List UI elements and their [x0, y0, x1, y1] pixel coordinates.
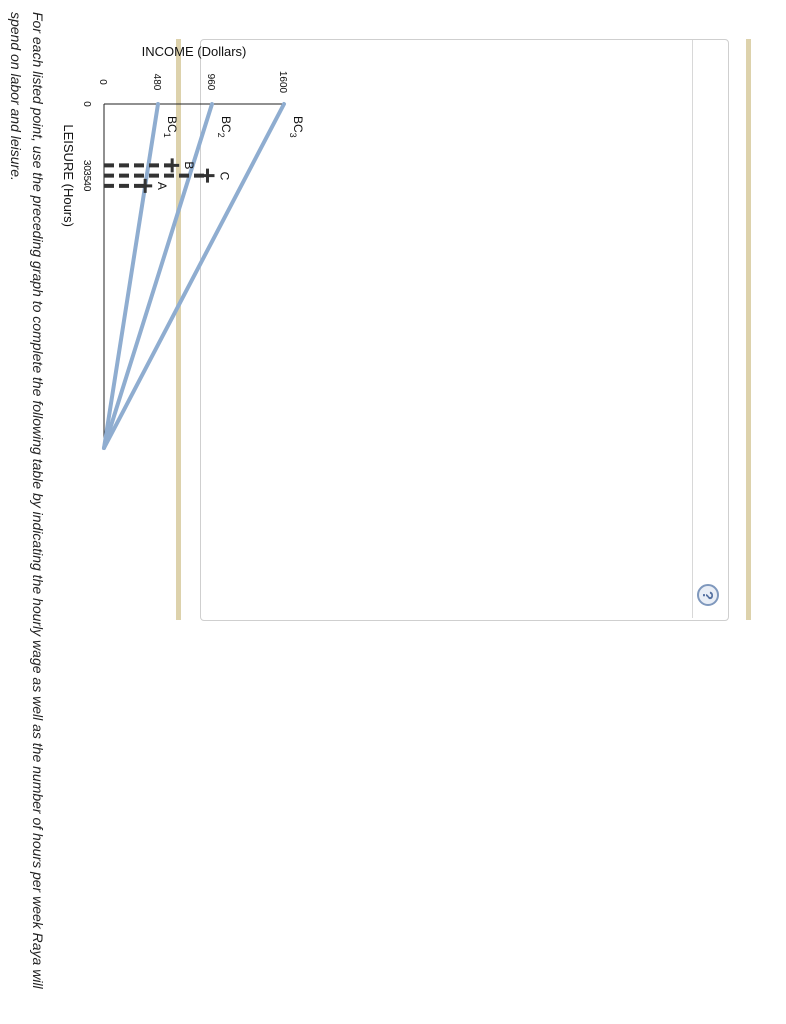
x-tick-label: 0 — [81, 101, 92, 107]
y-axis-title: INCOME (Dollars) — [141, 44, 247, 59]
series-name: BC — [291, 116, 305, 133]
y-tick-label: 480 — [151, 73, 162, 91]
point-label-b: B — [182, 161, 197, 170]
y-tick-label: 1600 — [277, 70, 288, 94]
point-label-a: A — [155, 181, 170, 190]
point-marker-b[interactable] — [165, 158, 179, 172]
point-label-c: C — [217, 171, 232, 181]
x-tick-label: 30 — [81, 159, 92, 171]
budget-line-label-bc2 — [216, 116, 233, 138]
x-tick-label: 40 — [81, 180, 92, 192]
y-tick-label: 0 — [97, 79, 108, 85]
y-tick-label: 960 — [205, 73, 216, 91]
series-name: BC — [219, 116, 233, 133]
help-button[interactable] — [697, 584, 719, 606]
budget-line-label-bc1 — [162, 116, 179, 138]
x-tick-label: 35 — [81, 170, 92, 182]
series-subscript: 2 — [216, 132, 226, 138]
point-marker-c[interactable] — [201, 169, 215, 183]
series-subscript: 1 — [162, 132, 172, 138]
point-marker-a[interactable] — [138, 179, 152, 193]
question-mark-icon: ? — [699, 590, 717, 600]
series-name: BC — [165, 116, 179, 133]
budget-line-label-bc3 — [288, 116, 305, 138]
x-axis-title: LEISURE (Hours) — [61, 124, 76, 227]
series-subscript: 3 — [288, 132, 298, 138]
instruction-text: For each listed point, use the preceding graph to complete the following table by indicating the hourly wage as well as the number of hours per week Raya will spend on labor and leisure. — [8, 12, 46, 989]
